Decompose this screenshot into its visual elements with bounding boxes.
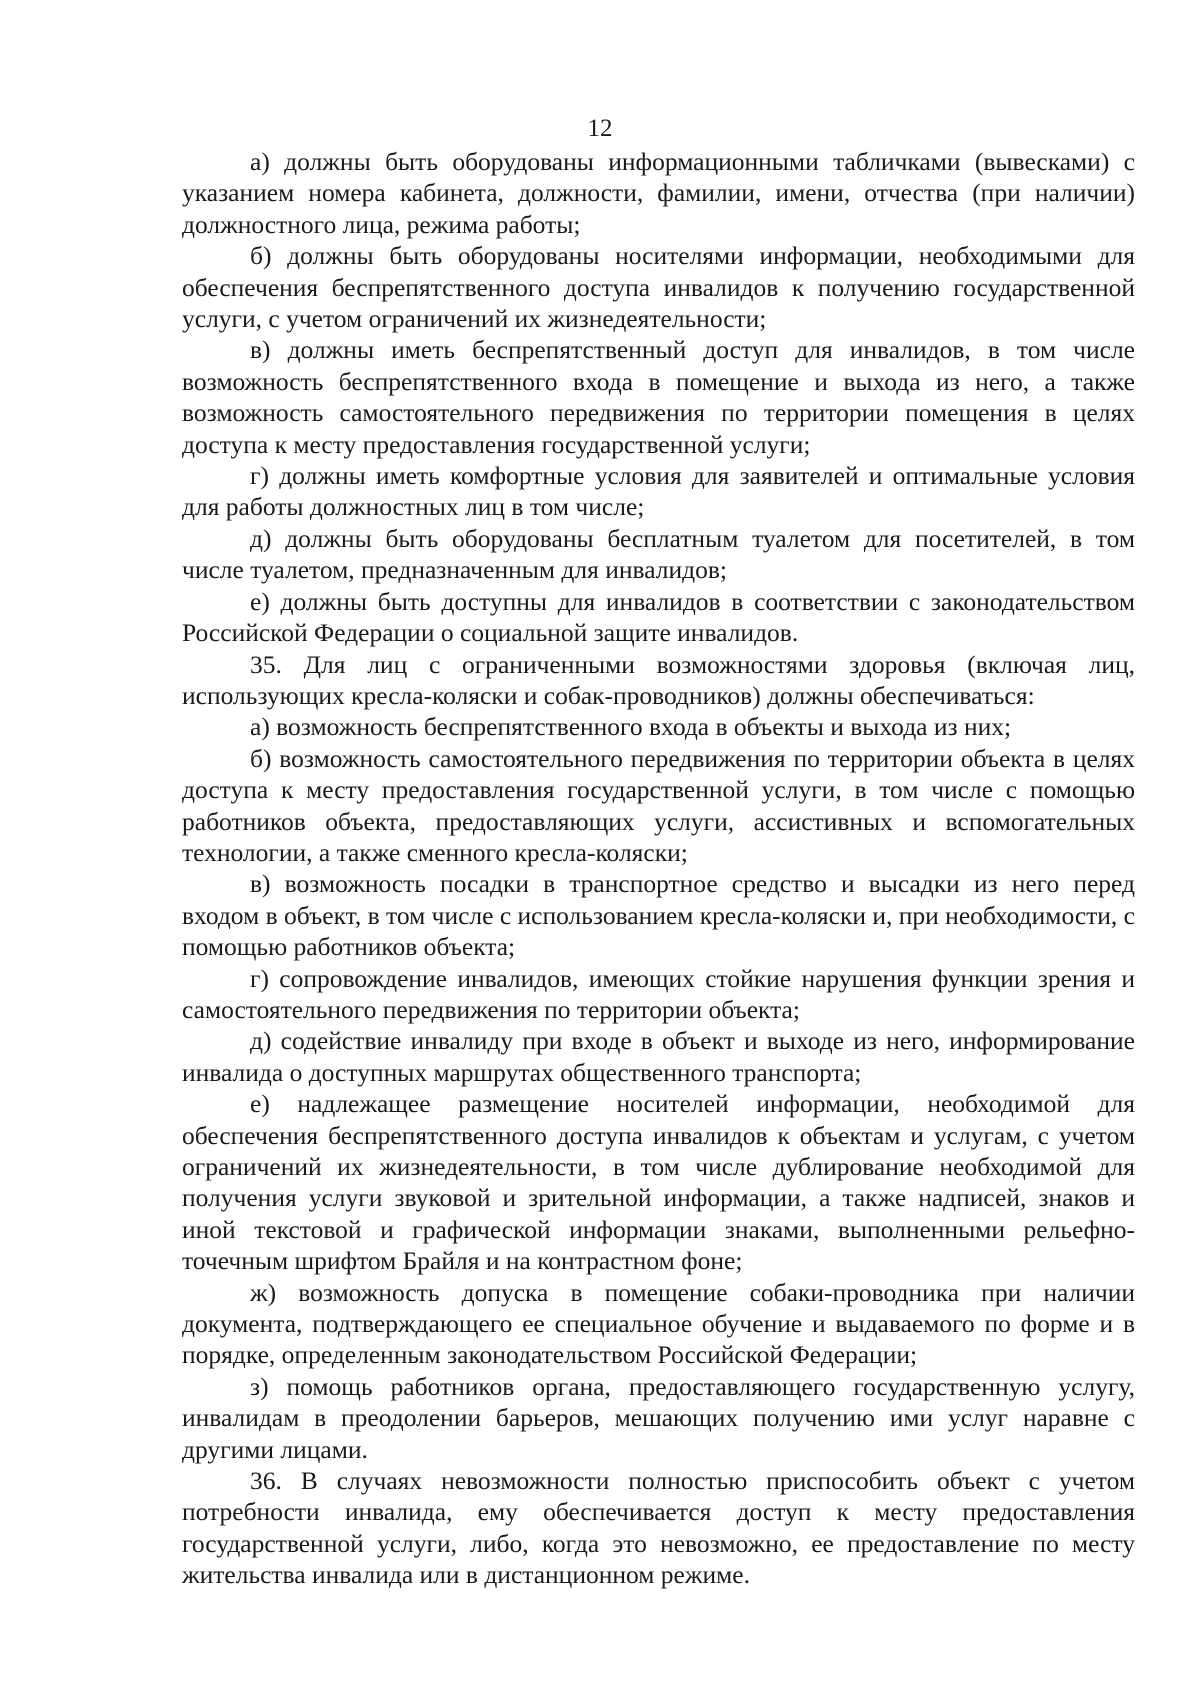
paragraph-34g: г) должны иметь комфортные условия для заявителей и оптимальные условия для работы должностных лиц в том числе;	[182, 461, 1135, 522]
paragraph-35b: б) возможность самостоятельного передвижения по территории объекта в целях доступа к месту предоставления государственной услуги, в том числе с помощью работников объекта, предоставляющих услуги, ассистивных и вспомогательных технологии, а также сменного кресла-коляски;	[182, 743, 1135, 867]
page-number: 12	[587, 115, 613, 142]
paragraph-36: 36. В случаях невозможности полностью приспособить объект с учетом потребности инвалида, ему обеспечивается доступ к месту предоставления государственной услуги, либо, когда это невозможно, ее предоставление по месту жительства инвалида или в дистанционном режиме.	[182, 1466, 1135, 1590]
paragraph-34d: д) должны быть оборудованы бесплатным туалетом для посетителей, в том числе туалетом, предназначенным для инвалидов;	[182, 523, 1135, 585]
document-body	[182, 146, 1135, 1591]
paragraph-35g: г) сопровождение инвалидов, имеющих стойкие нарушения функции зрения и самостоятельного передвижения по территории объекта;	[182, 963, 1135, 1024]
paragraph-35e: е) надлежащее размещение носителей информации, необходимой для обеспечения беспрепятственного доступа инвалидов к объектам и услугам, с учетом ограничений их жизнедеятельности, в том числе дублирование необходимой для получения услуги звуковой и зрительной информации, а также надписей, знаков и иной текстовой и графической информации знаками, выполненными рельефно-точечным шрифтом Брайля и на контрастном фоне;	[182, 1089, 1135, 1276]
paragraph-35z: з) помощь работников органа, предоставляющего государственную услугу, инвалидам в преодолении барьеров, мешающих получению ими услуг наравне с другими лицами.	[182, 1371, 1135, 1464]
paragraph-35: 35. Для лиц с ограниченными возможностями здоровья (включая лиц, использующих кресла-коляски и собак-проводников) должны обеспечиваться:	[182, 649, 1135, 710]
paragraph-34a: а) должны быть оборудованы информационными табличками (вывесками) с указанием номера кабинета, должности, фамилии, имени, отчества (при наличии) должностного лица, режима работы;	[182, 147, 1135, 239]
paragraph-35v: в) возможность посадки в транспортное средство и высадки из него перед входом в объект, в том числе с использованием кресла-коляски и, при необходимости, с помощью работников объекта;	[182, 869, 1136, 962]
paragraph-35a: а) возможность беспрепятственного входа в объекты и выхода из них;	[250, 712, 1012, 742]
paragraph-34b: б) должны быть оборудованы носителями информации, необходимыми для обеспечения беспрепятственного доступа инвалидов к получению государственной услуги, с учетом ограничений их жизнедеятельности;	[182, 241, 1135, 334]
paragraph-34e: е) должны быть доступны для инвалидов в соответствии с законодательством Российской Федерации о социальной защите инвалидов.	[182, 586, 1135, 648]
paragraph-34v: в) должны иметь беспрепятственный доступ для инвалидов, в том числе возможность беспрепятственного входа в помещение и выхода из него, а также возможность самостоятельного передвижения по территории помещения в целях доступа к месту предоставления государственной услуги;	[182, 335, 1135, 459]
paragraph-35d: д) содействие инвалиду при входе в объект и выходе из него, информирование инвалида о доступных маршрутах общественного транспорта;	[182, 1026, 1135, 1087]
paragraph-35zh: ж) возможность допуска в помещение собаки-проводника при наличии документа, подтверждающего ее специальное обучение и выдаваемого по форме и в порядке, определенным законодательством Российской Федерации;	[182, 1277, 1135, 1370]
